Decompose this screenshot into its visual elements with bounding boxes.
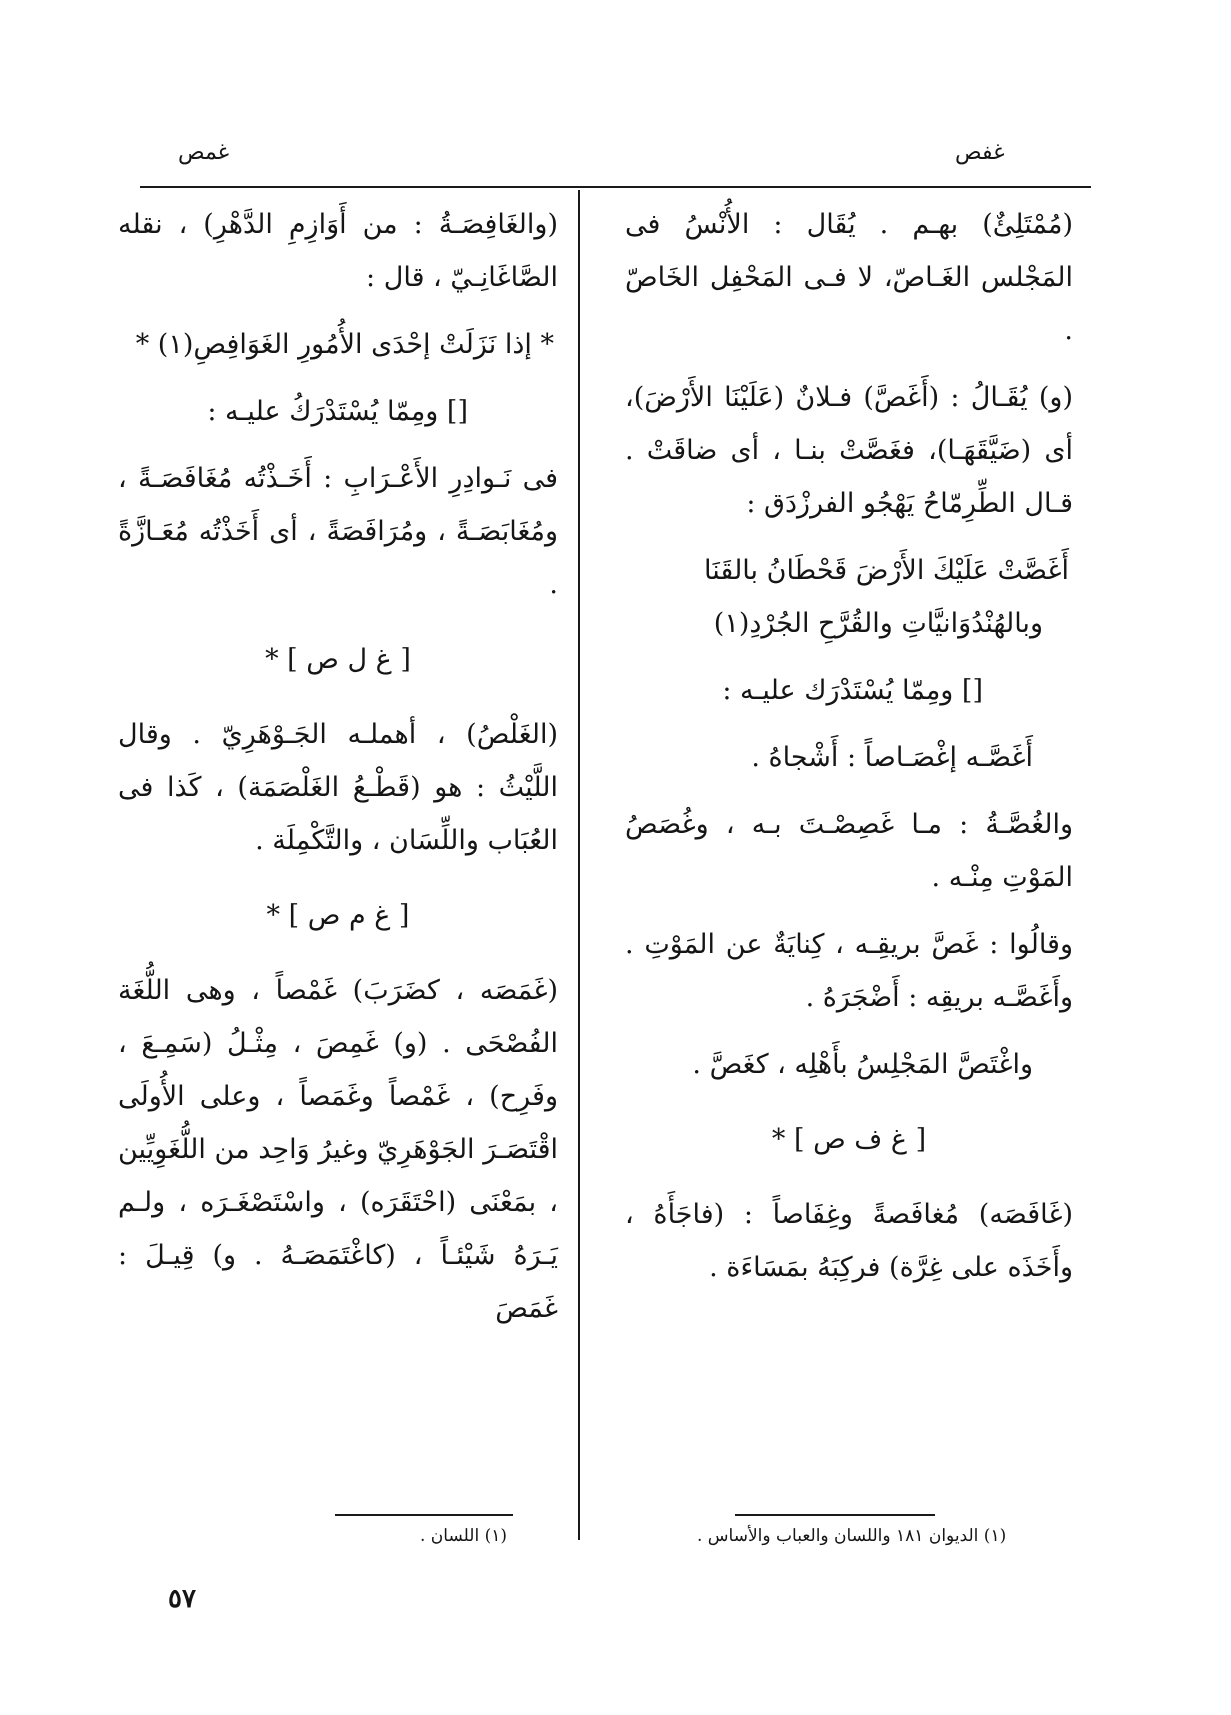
right-column — [625, 198, 1073, 1294]
running-head-right: غفص — [955, 140, 1005, 165]
column-divider — [578, 190, 580, 1540]
page-number: ٥٧ — [168, 1584, 196, 1614]
left-column — [118, 198, 558, 1335]
footnote-rule-right — [735, 1514, 935, 1516]
paragraph: فى نَـوادِرِ الأَعْـرَابِ : أَخَـذْتُه مُغَافَصَـةً ، ومُغَابَصَـةً ، ومُرَافَصَةً ، أى أَخَذْتُه مُعَـازَّةً . — [118, 463, 558, 600]
paragraph: وقالُوا : غَصَّ بريقِـه ، كِنايَةٌ عن المَوْتِ . وأَغَصَّـه بريقِه : أَضْجَرَهُ . — [625, 929, 1073, 1013]
root-heading: [ غ ل ص ] * — [265, 644, 411, 675]
running-head-left: غمص — [178, 140, 230, 165]
paragraph: أَغَصَّـه إغْصَـاصاً : أَشْجاهُ . — [751, 742, 1033, 773]
paragraph: والغُصَّـةُ : مـا غَصِصْـتَ بـه ، وغُصَصُ المَوْتِ مِنْـه . — [625, 809, 1073, 893]
footnote-rule-left — [335, 1514, 513, 1516]
paragraph: (مُمْتَلِئٌ) بهـم . يُقَال : الأُنْسُ فى المَجْلس الغَـاصّ، لا فـى المَحْفِل الخَاصّ . — [625, 209, 1073, 346]
header-rule — [140, 186, 1091, 188]
paragraph: (الغَلْصُ) ، أهملـه الجَـوْهَرِيّ . وقال اللَّيْثُ : هو (قَطْـعُ الغَلْصَمَة) ، كَذا فى العُبَاب واللِّسَان ، والتَّكْمِلَة . — [118, 719, 558, 856]
verse-line: * إذا نَزَلَتْ إحْدَى الأُمُورِ الغَوَافِصِ(١) * — [135, 329, 554, 360]
paragraph: (والغَافِصَـةُ : من أَوَازِمِ الدَّهْرِ) ، نقله الصَّاغَانِـيّ ، قال : — [118, 209, 558, 293]
footnote-left: (١) اللسان . — [420, 1526, 507, 1546]
footnote-right: (١) الديوان ١٨١ واللسان والعباب والأساس . — [697, 1526, 1007, 1546]
paragraph: (و) يُقَـالُ : (أَغَصَّ) فـلانٌ (عَلَيْنَا الأَرْضَ)، أى (ضَيَّقَهَـا)، فغَصَّتْ بنـا ، أى ضاقَتْ . قـال الطِّرِمّاحُ يَهْجُو الفرزْدَق : — [625, 382, 1073, 519]
paragraph: (غَمَصَه ، كضَرَبَ) غَمْصاً ، وهى اللُّغَة الفُصْحَى . (و) غَمِصَ ، مِثْـلُ (سَمِـعَ ، وفَرِح) ، غَمْصاً وغَمَصاً ، وعلى الأُولَى اقْتَصَـرَ الجَوْهَرِيّ وغيرُ وَاحِد من اللُّغَوِيِّين ، بمَعْنَى (احْتَقَرَه) ، واسْتَصْغَـرَه ، ولـم يَـرَهُ شَيْئـاً ، (كاغْتَمَصَـهُ . و) قِيـلَ : غَمَصَ — [118, 975, 558, 1324]
root-heading: [ غ ف ص ] * — [771, 1124, 927, 1155]
verse-line: وبالهُنْدُوَانيَّاتِ والقُرَّحِ الجُرْدِ(١) — [713, 608, 1043, 639]
addendum-heading: [] ومِمّا يُسْتَدْرَك عليـه : — [722, 675, 983, 706]
paragraph: (غَافَصَه) مُغافَصةً وغِفَاصاً : (فاجَأَهُ ، وأَخَذَه على غِرَّة) فركِبَهُ بمَسَاءَة . — [625, 1199, 1073, 1283]
paragraph: واغْتَصَّ المَجْلِسُ بأَهْلِه ، كغَصَّ . — [692, 1049, 1033, 1080]
root-heading: [ غ م ص ] * — [266, 900, 410, 931]
verse-line: أَغَصَّتْ عَلَيْكَ الأَرْضَ قَحْطَانُ بالقَنَا — [704, 555, 1069, 586]
addendum-heading: [] ومِمّا يُسْتَدْرَكُ عليـه : — [207, 396, 468, 427]
